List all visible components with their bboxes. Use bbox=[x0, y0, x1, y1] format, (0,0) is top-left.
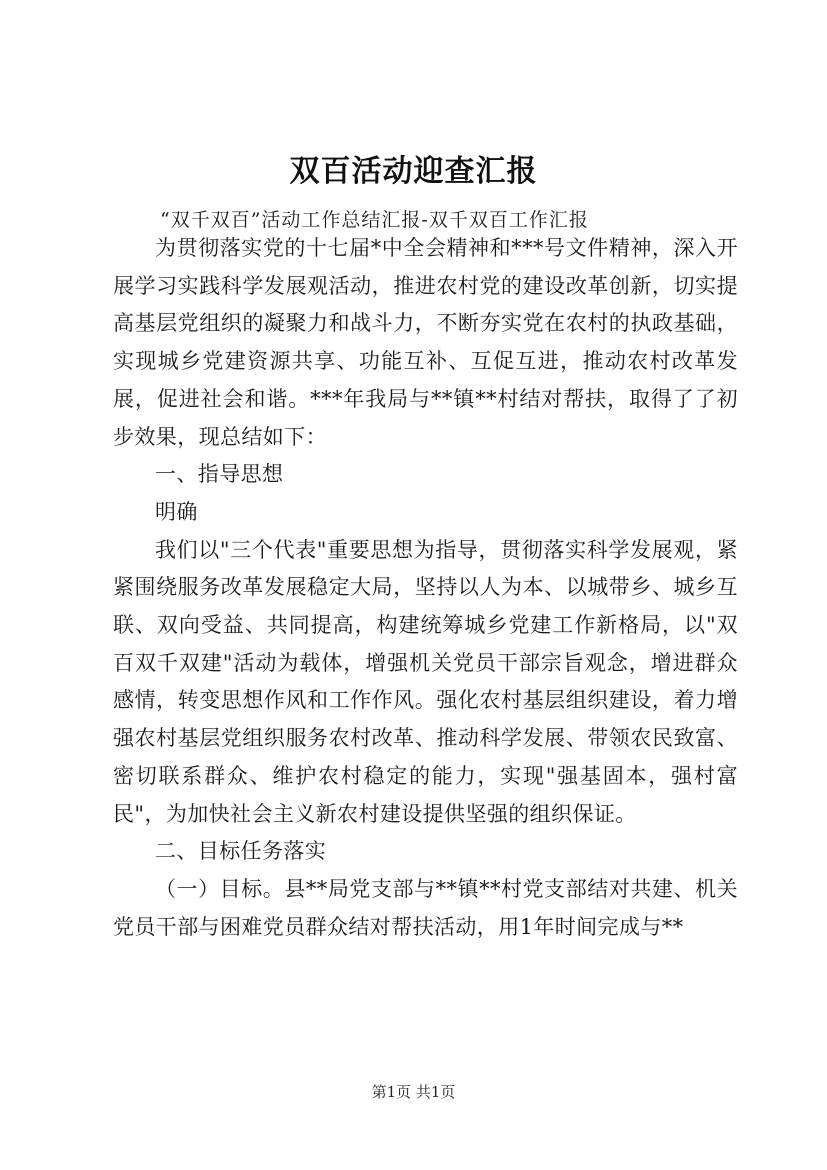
document-body bbox=[113, 230, 738, 946]
section-heading-guiding-ideology: 一、指导思想 bbox=[155, 462, 284, 487]
section-heading-targets: 二、目标任务落实 bbox=[155, 839, 327, 864]
page-footer: 第1页 共1页 bbox=[371, 1083, 456, 1101]
paragraph-clarify: 明确 bbox=[155, 499, 198, 524]
paragraph-guidance: 我们以"三个代表"重要思想为指导，贯彻落实科学发展观，紧紧围绕服务改革发展稳定大局，坚持以人为本、以城带乡、城乡互联、双向受益、共同提高，构建统筹城乡党建工作新格局，以"双百双千双建"活动为载体，增强机关党员干部宗旨观念，增进群众感情，转变思想作风和工作作风。强化农村基层组织建设，着力增强农村基层党组织服务农村改革、推动科学发展、带领农民致富、密切联系群众、维护农村稳定的能力，实现"强基固本，强村富民"，为加快社会主义新农村建设提供坚强的组织保证。 bbox=[113, 537, 738, 826]
paragraph-target-detail: （一）目标。县**局党支部与**镇**村党支部结对共建、机关党员干部与困难党员群众结对帮扶活动，用1年时间完成与** bbox=[113, 876, 738, 939]
document-subtitle: “双千双百”活动工作总结汇报-双千双百工作汇报 bbox=[160, 209, 589, 231]
document-title: 双百活动迎查汇报 bbox=[289, 154, 538, 189]
paragraph-intro: 为贯彻落实党的十七届*中全会精神和***号文件精神，深入开展学习实践科学发展观活动，推进农村党的建设改革创新，切实提高基层党组织的凝聚力和战斗力，不断夯实党在农村的执政基础，实现城乡党建资源共享、功能互补、互促互进，推动农村改革发展，促进社会和谐。***年我局与**镇**村结对帮扶，取得了了初步效果，现总结如下： bbox=[113, 236, 738, 449]
